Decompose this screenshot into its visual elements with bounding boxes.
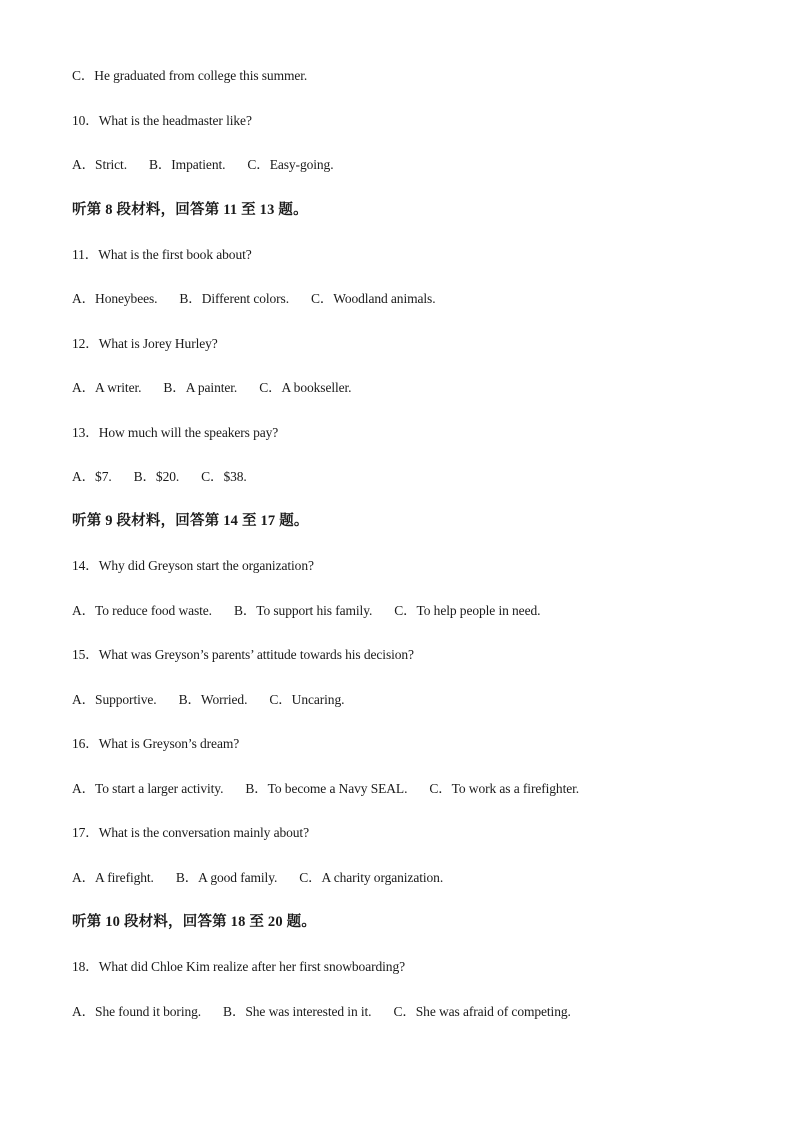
option-c: C．Uncaring. [269,692,345,707]
section-heading-9: 听第 9 段材料，回答第 14 至 17 题。 [72,513,309,529]
option-b: B．A good family. [175,870,278,885]
option-a: A．To reduce food waste. [72,603,212,618]
options-11 [72,290,435,308]
question-11: 11．What is the first book about? [72,247,252,262]
option-a: A．To start a larger activity. [72,781,224,796]
options-16 [72,780,579,798]
option-c: C．Easy-going. [247,157,334,172]
option-a: A．Honeybees. [72,291,158,306]
option-c: C．To work as a firefighter. [429,781,580,796]
question-10: 10．What is the headmaster like? [72,113,252,128]
question-15: 15．What was Greyson’s parents’ attitude towards his decision? [72,647,414,662]
option-c: C．To help people in need. [394,603,541,618]
option-a: A．A firefight. [72,870,154,885]
option-b: B．Different colors. [179,291,289,306]
option-b: B．Worried. [178,692,248,707]
question-12: 12．What is Jorey Hurley? [72,336,218,351]
options-12 [72,379,351,397]
option-a: A．$7. [72,469,112,484]
question-17: 17．What is the conversation mainly about? [72,825,309,840]
question-18: 18．What did Chloe Kim realize after her first snowboarding? [72,959,405,974]
option-b: B．$20. [133,469,180,484]
option-c: C．A charity organization. [299,870,444,885]
option-b: B．To become a Navy SEAL. [245,781,408,796]
question-13: 13．How much will the speakers pay? [72,425,279,440]
option-b: B．To support his family. [233,603,373,618]
options-17 [72,869,443,887]
question-14: 14．Why did Greyson start the organization? [72,558,314,573]
option-b: B．A painter. [163,380,238,395]
section-heading-10: 听第 10 段材料，回答第 18 至 20 题。 [72,914,317,930]
option-a: A．A writer. [72,380,142,395]
options-15 [72,691,344,709]
option-c: C．Woodland animals. [310,291,436,306]
option-b: B．She was interested in it. [223,1004,372,1019]
option-a: A．She found it boring. [72,1004,202,1019]
options-18 [72,1003,571,1021]
option-c: C．$38. [201,469,247,484]
options-13 [72,468,247,486]
options-14 [72,602,540,620]
options-10 [72,156,333,174]
option-c: C．A bookseller. [259,380,352,395]
option-a: A．Supportive. [72,692,157,707]
section-heading-8: 听第 8 段材料，回答第 11 至 13 题。 [72,202,308,218]
option-b: B．Impatient. [148,157,226,172]
question-16: 16．What is Greyson’s dream? [72,736,240,751]
option-line: C．He graduated from college this summer. [72,68,308,83]
option-c: C．She was afraid of competing. [393,1004,571,1019]
option-a: A．Strict. [72,157,127,172]
